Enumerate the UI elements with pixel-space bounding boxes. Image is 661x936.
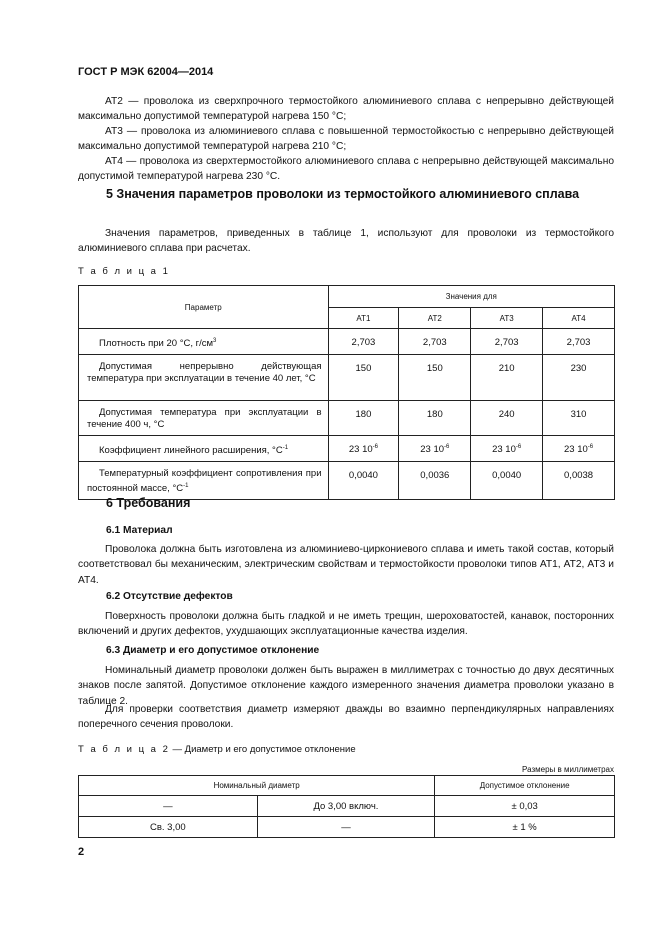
table-cell: — [257,817,435,838]
table-row [79,436,615,462]
section-6-title: 6 Требования [106,496,191,510]
table-cell: 2,703 [543,329,615,355]
table-2-nominal-header: Номинальный диаметр [79,776,435,796]
table-cell: — [79,796,258,817]
table-cell: 150 [399,355,471,401]
table-row [79,817,615,838]
table-cell: 180 [399,401,471,436]
document-header: ГОСТ Р МЭК 62004—2014 [78,66,214,78]
table-cell: 0,0038 [543,462,615,500]
table-cell: 150 [328,355,399,401]
section-6-3-text-1: Номинальный диаметр проволоки должен быть выражен в миллиметрах с точностью до двух десятичных знаков после запятой. Допустимое отклонение каждого измеренного значения диаметра проволоки указано в таблице 2. [78,665,614,707]
table-cell: 240 [471,401,543,436]
table-cell: 210 [471,355,543,401]
table-1-col-at2: АТ2 [399,308,471,329]
table-row [79,462,615,500]
table-cell: ± 0,03 [435,796,615,817]
table-1-values-header: Значения для [328,286,614,308]
intro-at2: АТ2 — проволока из сверхпрочного термостойкого алюминиевого сплава с непрерывно действующей максимально допустимой температурой нагрева 150 °С; [78,96,614,123]
table-cell: 23 $10^{-6}$ [328,436,399,462]
table-1-param-density: Плотность при 20 °С, $г/см^3$ [79,329,329,355]
intro-at4: АТ4 — проволока из сверхтермостойкого алюминиевого сплава с непрерывно действующей максимально допустимой температурой нагрева 230 °С. [78,156,614,183]
table-cell: 180 [328,401,399,436]
table-cell: До 3,00 включ. [257,796,435,817]
table-row [79,329,615,355]
table-cell: 2,703 [471,329,543,355]
section-5-title: 5 Значения параметров проволоки из термостойкого алюминиевого сплава [106,187,580,201]
table-2-size-note: Размеры в миллиметрах [522,765,614,774]
table-1-param-expansion: Коэффициент линейного расширения, $^\circ С^{-1}$ [79,436,329,462]
table-1-col-at1: АТ1 [328,308,399,329]
table-cell: 2,703 [328,329,399,355]
table-1 [78,285,615,500]
table-row [79,796,615,817]
section-6-2-title: 6.2 Отсутствие дефектов [106,591,233,602]
table-1-param-temp-40y: Допустимая непрерывно действующая температура при эксплуатации в течение 40 лет, °С [79,355,329,401]
section-6-3-title: 6.3 Диаметр и его допустимое отклонение [106,645,320,656]
table-1-param-temp-400h: Допустимая температура при эксплуатации в течение 400 ч, °С [79,401,329,436]
table-2 [78,775,615,838]
table-row [79,401,615,436]
table-cell: Св. 3,00 [79,817,258,838]
table-1-caption: Т а б л и ц а 1 [78,266,170,277]
table-cell: 230 [543,355,615,401]
table-1-param-header: Параметр [79,286,329,329]
section-6-1-text: Проволока должна быть изготовлена из алюминиево-циркониевого сплава и иметь такой состав, который соответствовал бы механическим, электрическим свойствам и термостойкости проволоки типов АТ1, АТ2, АТ3 и АТ4. [78,544,614,586]
section-6-1-title: 6.1 Материал [106,525,173,536]
table-cell: 0,0036 [399,462,471,500]
table-cell: 23 $10^{-6}$ [399,436,471,462]
table-row [79,355,615,401]
section-5-text: Значения параметров, приведенных в таблице 1, используют для проволоки из термостойкого алюминиевого сплава при расчетах. [78,228,614,255]
table-cell: ± 1 % [435,817,615,838]
table-cell: 310 [543,401,615,436]
table-cell: 2,703 [399,329,471,355]
table-1-col-at3: АТ3 [471,308,543,329]
intro-at3: АТ3 — проволока из алюминиевого сплава с повышенной термостойкостью с непрерывно действующей максимально допустимой температурой нагрева 210 °С; [78,126,614,153]
table-cell: 0,0040 [328,462,399,500]
section-6-2-text: Поверхность проволоки должна быть гладкой и не иметь трещин, шероховатостей, канавок, посторонних включений и других дефектов, ухудшающих эксплуатационные качества изделия. [78,611,614,638]
page-number: 2 [78,846,85,858]
table-2-tolerance-header: Допустимое отклонение [435,776,615,796]
table-cell: 23 $10^{-6}$ [471,436,543,462]
table-cell: 23 $10^{-6}$ [543,436,615,462]
table-cell: 0,0040 [471,462,543,500]
table-1-col-at4: АТ4 [543,308,615,329]
table-1-param-resistance: Температурный коэффициент сопротивления при постоянной массе, $^\circ С^{-1}$ [79,462,329,500]
section-6-3-text-2: Для проверки соответствия диаметр измеряют дважды во взаимно перпендикулярных направлениях поперечного сечения проволоки. [78,704,614,731]
table-2-caption: Т а б л и ц а 2 — Диаметр и его допустимое отклонение [78,744,356,755]
